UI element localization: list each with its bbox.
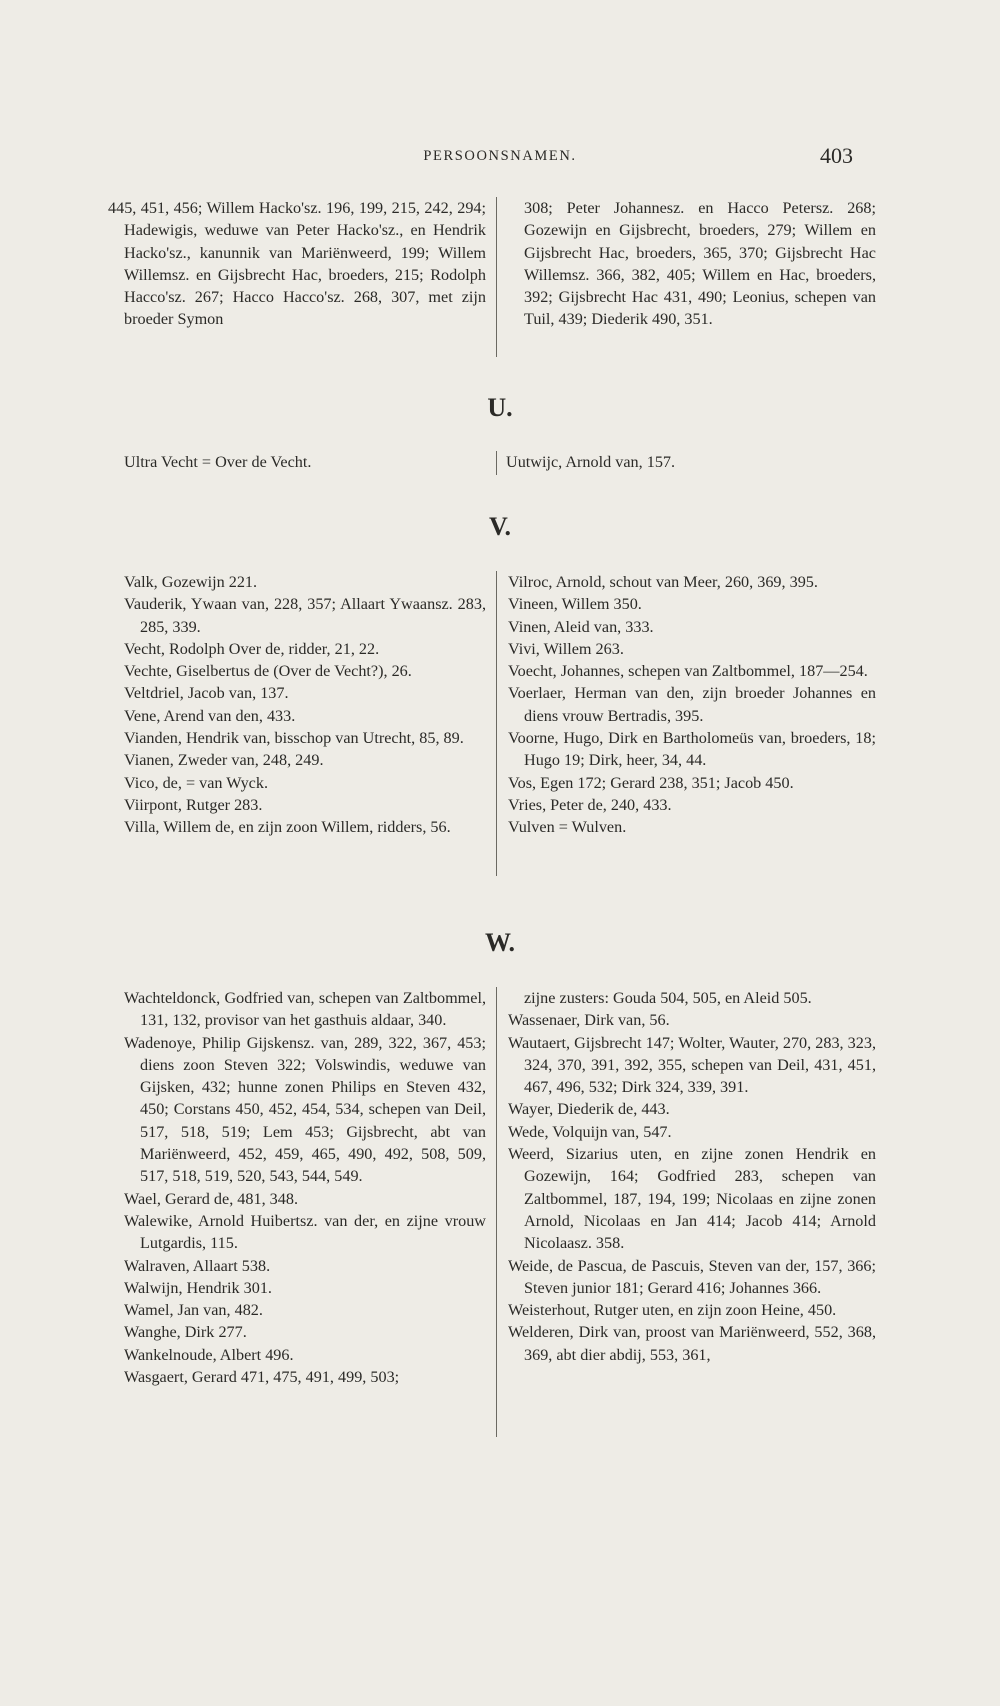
index-entry: Wanghe, Dirk 277. [124,1323,247,1342]
index-entry: Weerd, Sizarius uten, en zijne zonen Hendrik en Gozewijn, 164; Godfried 283, schepen van Zaltbommel, 187, 194, 199; Nicolaas en zijne zonen Arnold, Nicolaas en Jan 414; Jacob 414; Arnold Nicolaasz. 358. [508,1145,876,1253]
index-entry: Wadenoye, Philip Gijskensz. van, 289, 322, 367, 453; diens zoon Steven 322; Volswindis, weduwe van Gijsken, 432; hunne zonen Philips en Steven 432, 450; Corstans 450, 452, 454, 534, schepen van Deil, 517, 518, 519; Lem 453; Gijsbrecht, abt van Mariënweerd, 452, 459, 465, 490, 492, 508, 509, 517, 518, 519, 520, 543, 544, 549. [124,1033,486,1186]
index-entry: Vries, Peter de, 240, 433. [508,795,672,814]
index-entry: Wasgaert, Gerard 471, 475, 491, 499, 503; [124,1368,400,1387]
index-entry: Vianen, Zweder van, 248, 249. [124,751,324,770]
column-left [124,987,486,1388]
index-entry: 308; Peter Johannesz. en Hacco Petersz. 268; Gozewijn en Gijsbrecht, broeders, 279; Willem en Gijsbrecht Hac, broeders, 365, 370; Gijsbrecht Hac Willemsz. 366, 382, 405; Willem en Hac, broeders, 392; Gijsbrecht Hac 431, 490; Leonius, schepen van Tuil, 439; Diederik 490, 351. [524,199,876,329]
index-entry: Wayer, Diederik de, 443. [508,1100,670,1119]
section-v [124,571,876,881]
column-right [508,987,876,1366]
index-entry: Wamel, Jan van, 482. [124,1301,263,1320]
index-entry: Vilroc, Arnold, schout van Meer, 260, 369, 395. [508,573,818,591]
index-entry: Viirpont, Rutger 283. [124,795,263,814]
section-u [124,451,876,477]
column-left [124,571,486,839]
index-entry: Voecht, Johannes, schepen van Zaltbommel, 187—254. [508,662,868,681]
letter-heading-w: W. [484,928,516,957]
index-entry: Vulven = Wulven. [508,818,627,837]
index-entry: Uutwijc, Arnold van, 157. [506,453,676,471]
index-entry: Voerlaer, Herman van den, zijn broeder Johannes en diens vrouw Bertradis, 395. [508,684,876,725]
index-entry: Wautaert, Gijsbrecht 147; Wolter, Wauter, 270, 283, 323, 324, 370, 391, 392, 355, schepen van Deil, 431, 451, 467, 496, 532; Dirk 324, 339, 391. [508,1033,876,1097]
index-entry: Vivi, Willem 263. [508,639,624,658]
column-divider [496,197,497,357]
letter-heading-v: V. [489,512,511,541]
page-number: 403 [820,143,853,168]
index-entry: Vineen, Willem 350. [508,595,642,614]
column-divider [496,987,497,1437]
index-entry: Vos, Egen 172; Gerard 238, 351; Jacob 450. [508,773,794,792]
index-entry: Ultra Vecht = Over de Vecht. [124,453,312,471]
index-entry: Weide, de Pascua, de Pascuis, Steven van der, 157, 366; Steven junior 181; Gerard 416; Johannes 366. [508,1256,876,1297]
index-entry: Walewike, Arnold Huibertsz. van der, en zijne vrouw Lutgardis, 115. [124,1211,486,1253]
index-entry: Voorne, Hugo, Dirk en Bartholomeüs van, broeders, 18; Hugo 19; Dirk, heer, 34, 44. [508,729,876,770]
index-entry: Vico, de, = van Wyck. [124,773,268,792]
index-entry: Weisterhout, Rutger uten, en zijn zoon Heine, 450. [508,1301,837,1320]
column-divider [496,571,497,876]
column-right [508,571,876,839]
index-entry: Veltdriel, Jacob van, 137. [124,684,289,703]
index-entry: Wede, Volquijn van, 547. [508,1122,672,1141]
index-entry: Walraven, Allaart 538. [124,1256,271,1275]
block-h [108,197,876,357]
column-left [124,451,486,473]
column-right [506,451,874,473]
index-entry: Vechte, Giselbertus de (Over de Vecht?), 26. [124,662,412,681]
index-entry: Wankelnoude, Albert 496. [124,1345,294,1364]
index-entry: Welderen, Dirk van, proost van Mariënweerd, 552, 368, 369, abt dier abdij, 553, 361, [508,1323,876,1364]
column-divider [496,451,497,475]
index-entry: Wachteldonck, Godfried van, schepen van Zaltbommel, 131, 132, provisor van het gasthuis aldaar, 340. [124,989,486,1030]
running-title: PERSOONSNAMEN. [423,148,577,164]
index-entry: Wael, Gerard de, 481, 348. [124,1189,298,1208]
index-entry: 445, 451, 456; Willem Hacko'sz. 196, 199, 215, 242, 294; Hadewigis, weduwe van Peter Hacko'sz., en Hendrik Hacko'sz., kanunnik van Mariënweerd, 199; Willem Willemsz. en Gijsbrecht Hac, broeders, 215; Rodolph Hacco'sz. 267; Hacco Hacco'sz. 268, 307, met zijn broeder Symon [108,199,486,329]
section-w [124,987,876,1447]
index-entry: Walwijn, Hendrik 301. [124,1278,272,1297]
index-entry: Vinen, Aleid van, 333. [508,617,654,636]
index-entry: Valk, Gozewijn 221. [124,573,258,591]
column-left [108,197,486,331]
index-entry: Vianden, Hendrik van, bisschop van Utrecht, 85, 89. [124,729,464,748]
column-right [508,197,876,331]
index-entry: Vauderik, Ywaan van, 228, 357; Allaart Ywaansz. 283, 285, 339. [124,595,486,636]
index-entry: Wassenaer, Dirk van, 56. [508,1011,670,1030]
index-entry: Villa, Willem de, en zijn zoon Willem, ridders, 56. [124,818,451,837]
letter-heading-u: U. [487,393,513,422]
index-entry: zijne zusters: Gouda 504, 505, en Aleid 505. [524,989,812,1007]
index-entry: Vene, Arend van den, 433. [124,706,296,725]
index-entry: Vecht, Rodolph Over de, ridder, 21, 22. [124,639,380,658]
